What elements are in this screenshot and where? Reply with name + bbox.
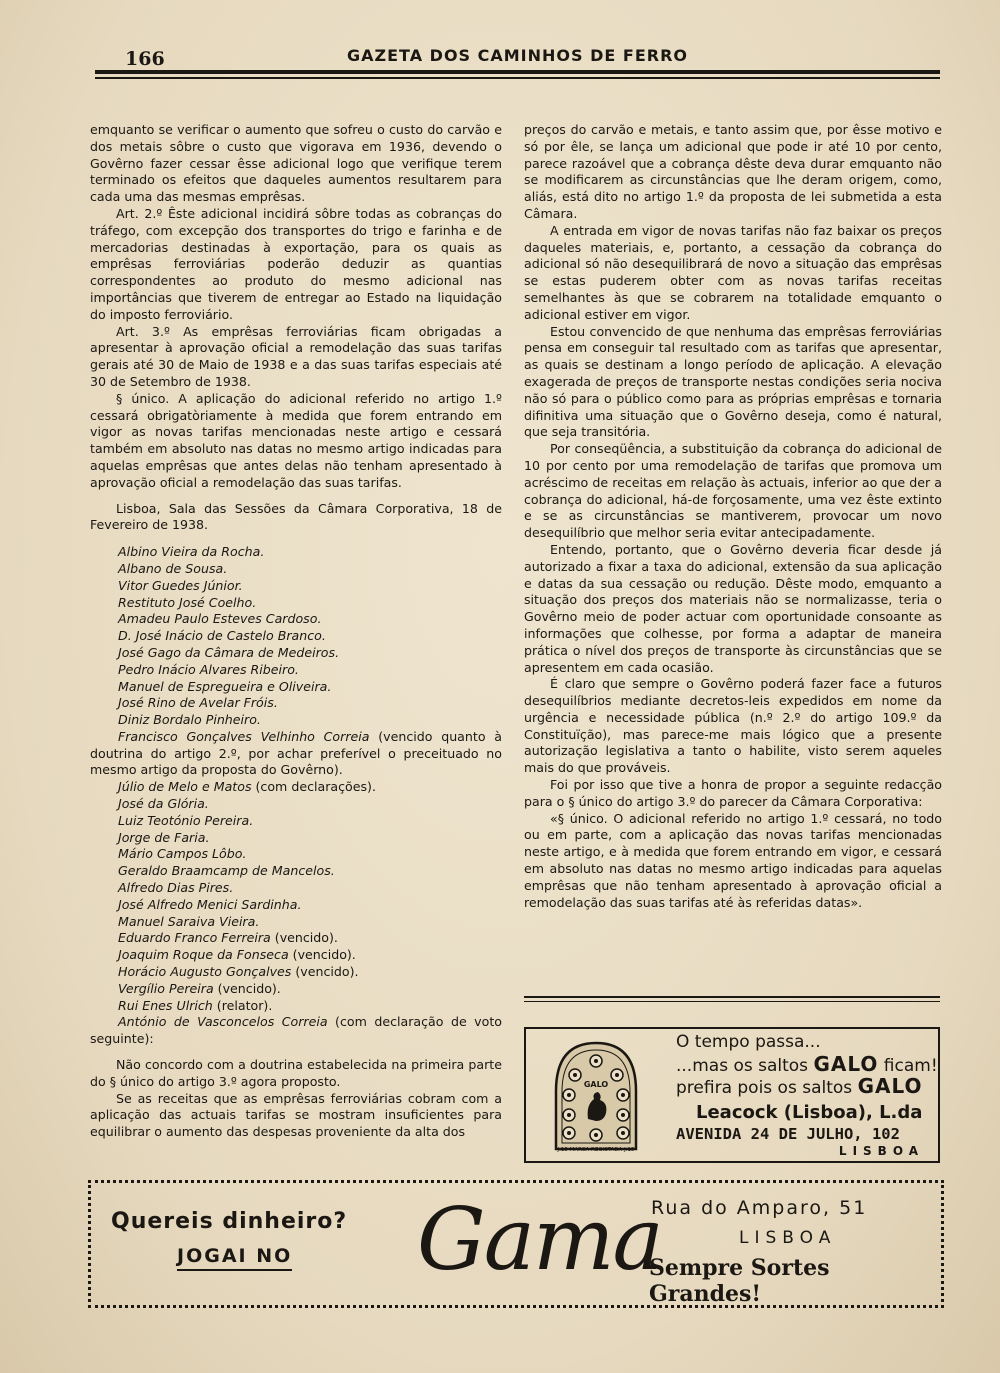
signatory-name: Luiz Teotónio Pereira. [118, 812, 254, 828]
signatory-name: Manuel de Espregueira e Oliveira. [118, 678, 332, 694]
signatory [90, 578, 502, 595]
section-rule [524, 996, 940, 998]
signatory [90, 863, 502, 880]
page-header [95, 42, 940, 82]
signatory-name: Eduardo Franco Ferreira [118, 930, 271, 946]
galo-brand: GALO [813, 1052, 879, 1076]
gama-subheadline: JOGAI NO [177, 1245, 292, 1271]
header-rule-thick [95, 70, 940, 74]
dateline: Lisboa, Sala das Sessões da Câmara Corporativa, 18 de Fevereiro de 1938. [90, 500, 502, 533]
gama-slogan: Sempre Sortes Grandes! [649, 1255, 830, 1307]
gama-advertisement [88, 1180, 944, 1308]
galo-city: LISBOA [838, 1144, 924, 1158]
signatory [90, 1014, 502, 1048]
signatory [90, 830, 502, 847]
galo-slogan-post: ficam! [883, 1056, 938, 1076]
heel-illustration [542, 1037, 650, 1155]
signatory-name: Jorge de Faria. [118, 829, 210, 845]
signatory-name: Joaquim Roque da Fonseca [118, 947, 289, 963]
signatory-note: (vencido quanto à doutrina do artigo 2.º, por achar preferível o preceituado no mesmo artigo da proposta do Govêrno). [90, 728, 503, 778]
left-column [90, 122, 502, 1141]
signatory-name: José Gago da Câmara de Medeiros. [118, 644, 340, 660]
signatory [90, 628, 502, 645]
signatory [90, 897, 502, 914]
signatory [90, 544, 502, 561]
galo-address: AVENIDA 24 DE JULHO, 102 [676, 1125, 900, 1143]
signatory-name: Júlio de Melo e Matos [118, 779, 252, 795]
paragraph: A entrada em vigor de novas tarifas não faz baixar os preços daqueles materiais, e, portanto, a cessação da cobrança do adicional só não desequilibrará de novo a situação das emprêsas se estas puderem obter com as novas tarifas receitas semelhantes às que se cobrarem na totalidade emquanto o adicional estiver em vigor. [524, 222, 942, 322]
signatory-name: Rui Enes Ulrich [118, 997, 213, 1013]
gama-logo: Gama [417, 1190, 662, 1290]
galo-slogan-line1: O tempo passa... [676, 1032, 821, 1052]
signatory [90, 846, 502, 863]
heel-mark-label: J.15 MARCA REGISTADA J.15 [557, 1147, 635, 1153]
paragraph: Se as receitas que as emprêsas ferroviárias cobram com a aplicação das actuais tarifas se mostram insuficientes para equilibrar o aumento das despesas proveniente da alta dos [90, 1090, 502, 1140]
signatory [90, 679, 502, 696]
signatory-name: Francisco Gonçalves Velhinho Correia [118, 728, 370, 744]
header-rule-thin [95, 77, 940, 79]
galo-slogan-pre: ...mas os saltos [676, 1056, 809, 1076]
signatory-note: (vencido). [288, 947, 356, 963]
paragraph: Art. 2.º Êste adicional incidirá sôbre todas as cobranças do tráfego, com excepção dos transportes do trigo e farinha e de mercadorias destinadas à exportação, para os quais as emprêsas ferroviárias poderão deduzir as quantias correspondentes ao produto do mesmo adicional nas importâncias que tiverem de entregar ao Estado na liquidação do imposto ferroviário. [90, 205, 502, 322]
signatory [90, 695, 502, 712]
signatory-name: Albano de Sousa. [118, 560, 228, 576]
signatory-note: (vencido). [270, 930, 338, 946]
signatory-name: Geraldo Braamcamp de Mancelos. [118, 863, 335, 879]
signatory-list [90, 544, 502, 1048]
paragraph: Foi por isso que tive a honra de propor a seguinte redacção para o § único do artigo 3.º do parecer da Câmara Corporativa: [524, 777, 942, 809]
signatory-note: (relator). [212, 997, 273, 1013]
signatory [90, 981, 502, 998]
galo-advertisement [524, 1027, 940, 1163]
signatory-name: Vergílio Pereira [118, 980, 214, 996]
galo-company: Leacock (Lisboa), L.da [696, 1102, 923, 1123]
signatory-name: D. José Inácio de Castelo Branco. [118, 628, 326, 644]
signatory-name: Amadeu Paulo Esteves Cardoso. [118, 611, 322, 627]
signatory-name: Restituto José Coelho. [118, 594, 257, 610]
right-column [524, 122, 942, 911]
section-rule-thin [524, 1001, 940, 1002]
galo-prefer-text: prefira pois os saltos [676, 1078, 853, 1098]
signatory-name: José da Glória. [118, 796, 209, 812]
gama-city: LISBOA [739, 1228, 837, 1248]
signatory-name: Pedro Inácio Alvares Ribeiro. [118, 661, 299, 677]
paragraph: preços do carvão e metais, e tanto assim que, por êsse motivo e só por êle, se lança um adicional que pode ir até 10 por cento, parece razoável que a cobrança dêste deva durar emquanto não se modificarem as circunstâncias que lhe deram origem, como, aliás, está dito no artigo 1.º da proposta de lei submetida a esta Câmara. [524, 122, 942, 221]
journal-title: GAZETA DOS CAMINHOS DE FERRO [346, 46, 688, 65]
signatory-note: (com declarações). [251, 779, 376, 795]
gama-address: Rua do Amparo, 51 [651, 1197, 868, 1219]
signatory-note: (vencido). [291, 964, 359, 980]
page-number: 166 [125, 48, 165, 70]
signatory-name: Horácio Augusto Gonçalves [118, 964, 292, 980]
paragraph: Entendo, portanto, que o Govêrno deveria ficar desde já autorizado a fixar a taxa do adicional, extensão da sua aplicação e datas da sua cessação ou redução. Dêste modo, emquanto a situação dos preços dos materiais não se normalizasse, teria o Govêrno meio de poder actuar com oportunidade consoante as informações que colhesse, por forma a adaptar de maneira prática o nível dos preços de transporte às circunstâncias que se apresentem em cada ocasião. [524, 541, 942, 675]
signatory-name: José Alfredo Menici Sardinha. [118, 896, 302, 912]
signatory [90, 712, 502, 729]
paragraph: Por conseqüência, a substituição da cobrança do adicional de 10 por cento por uma remodelação de tarifas que promova um acréscimo de receitas em relação às actuais, inferior ao que der a cobrança do adicional, há-de forçosamente, uma vez êste extinto e se as circunstâncias se mantiverem, provocar um novo desequilíbrio que melhor seria evitar antecipadamente. [524, 441, 942, 541]
signatory [90, 595, 502, 612]
signatory [90, 964, 502, 981]
signatory-name: Alfredo Dias Pires. [118, 880, 234, 896]
signatory-name: Manuel Saraiva Vieira. [118, 913, 260, 929]
gama-headline: Quereis dinheiro? [111, 1209, 348, 1234]
signatory-name: Diniz Bordalo Pinheiro. [118, 712, 261, 728]
signatory-name: António de Vasconcelos Correia [118, 1014, 328, 1030]
signatory [90, 880, 502, 897]
galo-brand: GALO [857, 1074, 923, 1098]
signatory-name: Mário Campos Lôbo. [118, 846, 247, 862]
paragraph: § único. A aplicação do adicional referido no artigo 1.º cessará obrigatòriamente à medida que forem entrando em vigor as novas tarifas mencionadas neste artigo e cessará também em absoluto nas datas no mesmo artigo indicadas para aquelas emprêsas que antes delas não tenham apresentado à aprovação oficial a remodelação das suas tarifas. [90, 390, 502, 490]
paragraph: Art. 3.º As emprêsas ferroviárias ficam obrigadas a apresentar à aprovação oficial a remodelação das suas tarifas gerais até 30 de Maio de 1938 e a das suas tarifas especiais até 30 de Setembro de 1938. [90, 323, 502, 389]
signatory [90, 662, 502, 679]
signatory-name: Vitor Guedes Júnior. [118, 577, 243, 593]
signatory [90, 645, 502, 662]
signatory [90, 796, 502, 813]
signatory-name: Albino Vieira da Rocha. [118, 544, 265, 560]
signatory [90, 779, 502, 796]
signatory [90, 729, 502, 779]
signatory [90, 914, 502, 931]
paragraph: emquanto se verificar o aumento que sofreu o custo do carvão e dos metais sôbre o custo que vigorava em 1936, devendo o Govêrno fazer cessar êsse adicional logo que verifique terem terminado os efeitos que daqueles aumentos resultarem para cada uma das mesmas emprêsas. [90, 122, 502, 205]
galo-slogan-line2 [676, 1052, 938, 1076]
signatory [90, 813, 502, 830]
paragraph: Não concordo com a doutrina estabelecida na primeira parte do § único do artigo 3.º agora proposto. [90, 1057, 502, 1089]
signatory-note: (com declaração de voto seguinte): [90, 1014, 502, 1047]
signatory [90, 561, 502, 578]
signatory [90, 998, 502, 1015]
paragraph: É claro que sempre o Govêrno poderá fazer face a futuros desequilíbrios mediante decretos-leis expedidos em nome da urgência e necessidade pública (n.º 2.º do artigo 109.º da Constituïção), mas parece-me mais lógico que a presente autorização legislativa a tanto o habilite, visto serem aqueles mais do que prováveis. [524, 676, 942, 776]
quoted-proposal: «§ único. O adicional referido no artigo 1.º cessará, no todo ou em parte, com a aplicação das novas tarifas mencionadas neste artigo, e à medida que forem entrando em vigor, e cessará em absoluto nas datas no mesmo artigo indicadas para aquelas emprêsas que não tenham apresentado à aprovação oficial a remodelação das suas tarifas até às referidas datas». [524, 810, 942, 910]
signatory [90, 611, 502, 628]
signatory-name: José Rino de Avelar Fróis. [118, 695, 278, 711]
signatory [90, 930, 502, 947]
galo-slogan-line3 [676, 1074, 923, 1098]
signatory-note: (vencido). [213, 980, 281, 996]
heel-brand-label: GALO [583, 1080, 609, 1089]
signatory [90, 947, 502, 964]
paragraph: Estou convencido de que nenhuma das emprêsas ferroviárias pensa em conseguir tal resultado com as tarifas que apresentar, as quais se destinam a longo período de aplicação. A elevação exagerada de preços de transporte nestas condições seria nociva não só para o público como para as próprias emprêsas e tornaria difinitiva uma situação que o Govêrno deseja, como é natural, que seja transitória. [524, 323, 942, 440]
